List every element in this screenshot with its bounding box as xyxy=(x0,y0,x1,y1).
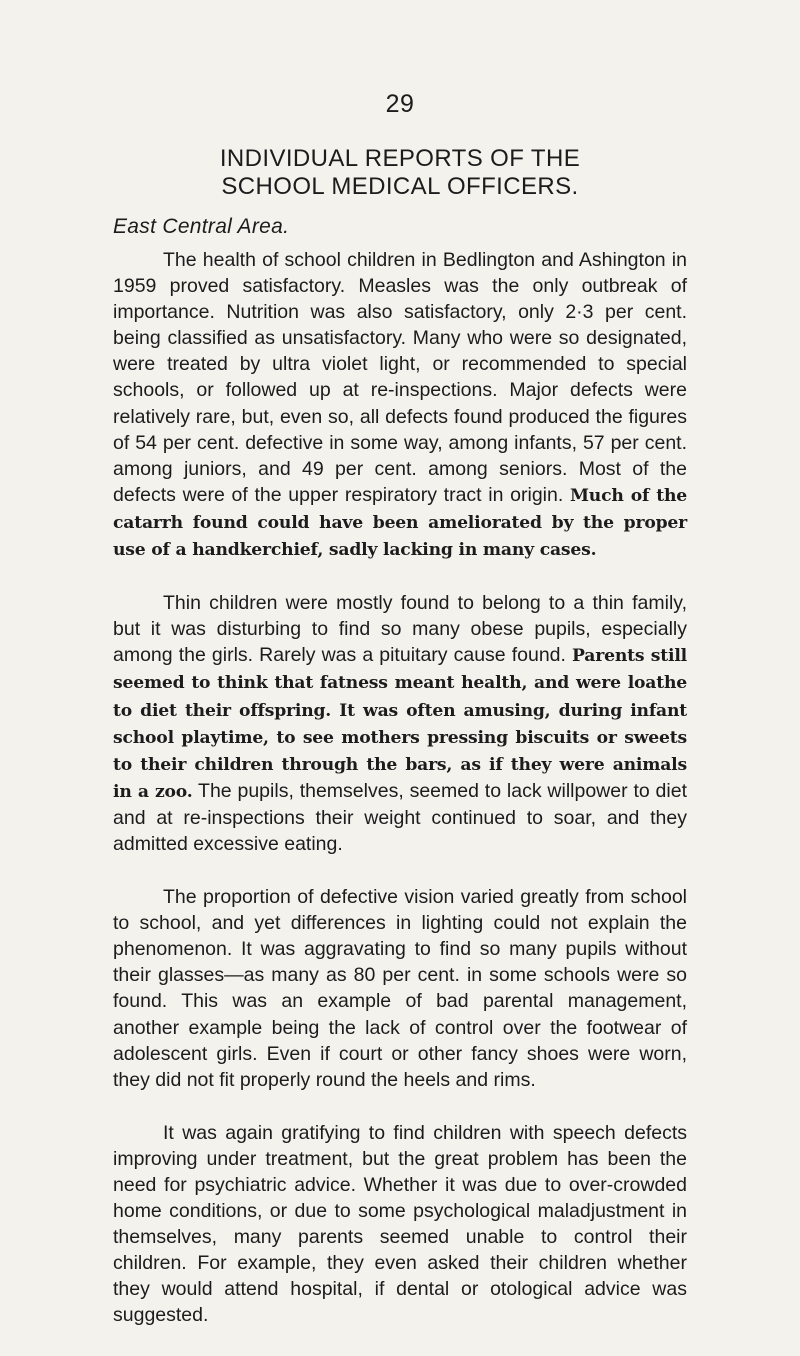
title-line-2: SCHOOL MEDICAL OFFICERS. xyxy=(221,173,579,200)
area-heading: East Central Area. xyxy=(113,215,290,238)
paragraph-2-text: Thin children were mostly found to belong to a thin family, but it was disturbing to find so many obese pupils, especially among the girls. Rarely was a pituitary cause found. xyxy=(113,592,687,667)
paragraph-1-emphasis: Much of the catarrh found could have been ameliorated by the proper use of a handkerchief, sadly lacking in many cases. xyxy=(113,485,688,561)
paragraph-2-emphasis: Parents still seemed to think that fatness meant health, and were loathe to diet their offspring. It was often amusing, during infant school playtime, to see mothers pressing biscuits or sweets to their children through the bars, as if they were animals in a zoo. xyxy=(113,646,687,802)
paragraph-1 xyxy=(113,247,687,563)
report-body xyxy=(113,247,687,1356)
paragraph-2 xyxy=(113,590,687,857)
page-title xyxy=(0,145,800,201)
paragraph-4-text: It was again gratifying to find children with speech defects improving under treatment, but the great problem has been the need for psychiatric advice. Whether it was due to over-crowded home conditions, or due to some psychological maladjustment in themselves, many parents seemed unable to control their children. For example, they even asked their children whether they would attend hospital, if dental or otological advice was suggested. xyxy=(113,1121,687,1327)
paragraph-2-after: The pupils, themselves, seemed to lack willpower to diet and at re-inspections their weight continued to soar, and they admitted excessive eating. xyxy=(113,779,687,855)
paragraph-4 xyxy=(113,1120,687,1329)
paragraph-3 xyxy=(113,884,687,1093)
paragraph-1-text: The health of school children in Bedlington and Ashington in 1959 proved satisfactory. Measles was the only outbreak of importance. Nutrition was also satisfactory, only 2·3 per cent. being classified as unsatisfactory. Many who were so designated, were treated by ultra violet light, or recommended to special schools, or followed up at re-inspections. Major defects were relatively rare, but, even so, all defects found produced the figures of 54 per cent. defective in some way, among infants, 57 per cent. among juniors, and 49 per cent. among seniors. Most of the defects were of the upper respiratory tract in origin. xyxy=(113,249,687,506)
title-line-1: INDIVIDUAL REPORTS OF THE xyxy=(219,145,581,172)
paragraph-3-text: The proportion of defective vision varied greatly from school to school, and yet differences in lighting could not explain the phenomenon. It was aggravating to find so many pupils without their glasses—as many as 80 per cent. in some schools were so found. This was an example of bad parental management, another example being the lack of control over the footwear of adolescent girls. Even if court or other fancy shoes were worn, they did not fit properly round the heels and rims. xyxy=(113,886,687,1091)
page-number: 29 xyxy=(385,90,415,118)
